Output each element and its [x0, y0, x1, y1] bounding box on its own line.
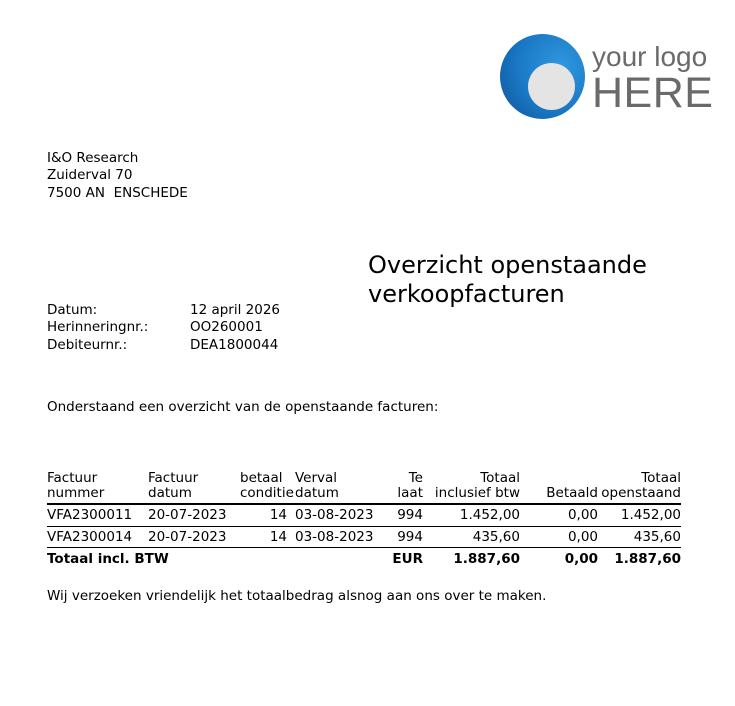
- cell-invoice-date: 20-07-2023: [148, 504, 240, 526]
- logo-text: [592, 41, 714, 117]
- cell-total-outstanding: 1.452,00: [598, 504, 681, 526]
- logo-text-top: your logo: [592, 41, 708, 72]
- table-row: [47, 504, 681, 526]
- table-header-row: [47, 456, 681, 504]
- page-title: Overzicht openstaande verkoopfacturen: [368, 251, 647, 308]
- col-header-total-incl-vat: Totaal inclusief btw: [423, 456, 520, 504]
- meta-label-date: Datum:: [47, 302, 98, 318]
- cell-days-late: 994: [380, 504, 423, 526]
- col-header-paid: Betaald: [520, 456, 598, 504]
- col-header-invoice-number: Factuur nummer: [47, 456, 148, 504]
- total-paid: 0,00: [564, 551, 598, 567]
- cell-invoice-number: VFA2300011: [47, 504, 148, 526]
- total-label: Totaal incl. BTW: [47, 551, 169, 567]
- closing-text: Wij verzoeken vriendelijk het totaalbedrag alsnog aan ons over te maken.: [47, 588, 547, 604]
- meta-row-debtor-number: [47, 337, 280, 354]
- cell-invoice-date: 20-07-2023: [148, 526, 240, 548]
- sender-address-block: [47, 150, 188, 202]
- invoice-table: [47, 456, 681, 570]
- cell-due-date: 03-08-2023: [295, 504, 380, 526]
- cell-days-late: 994: [380, 526, 423, 548]
- table-row: [47, 526, 681, 548]
- cell-invoice-number: VFA2300014: [47, 526, 148, 548]
- col-header-total-outstanding: Totaal openstaand: [598, 456, 681, 504]
- meta-label-debtor-number: Debiteurnr.:: [47, 336, 128, 353]
- meta-row-date: [47, 302, 280, 319]
- col-header-due-date: Verval datum: [295, 456, 380, 504]
- total-row: [47, 548, 681, 570]
- logo-inner-circle-icon: [528, 63, 575, 110]
- total-incl-vat: 1.887,60: [453, 551, 520, 567]
- meta-value-date: 12 april 2026: [190, 302, 281, 318]
- cell-total-incl-vat: 435,60: [423, 526, 520, 548]
- sender-street: Zuiderval 70: [47, 167, 133, 184]
- cell-total-outstanding: 435,60: [598, 526, 681, 548]
- cell-payment-terms: 14: [240, 526, 295, 548]
- cell-total-incl-vat: 1.452,00: [423, 504, 520, 526]
- col-header-days-late: Te laat: [380, 456, 423, 504]
- company-logo-icon: [500, 34, 585, 119]
- total-currency: EUR: [392, 551, 423, 567]
- intro-text: Onderstaand een overzicht van de openstaande facturen:: [47, 399, 439, 415]
- col-header-invoice-date: Factuur datum: [148, 456, 240, 504]
- sender-city: 7500 AN ENSCHEDE: [47, 184, 188, 201]
- meta-row-reminder-number: [47, 319, 280, 336]
- cell-due-date: 03-08-2023: [295, 526, 380, 548]
- cell-paid: 0,00: [520, 526, 598, 548]
- col-header-payment-terms: betaal conditie: [240, 456, 295, 504]
- total-outstanding: 1.887,60: [614, 551, 681, 567]
- logo-text-bottom: HERE: [592, 69, 714, 117]
- sender-name: I&O Research: [47, 150, 139, 166]
- meta-label-reminder-number: Herinneringnr.:: [47, 319, 149, 336]
- document-meta: [47, 302, 280, 354]
- meta-value-debtor-number: DEA1800044: [190, 336, 279, 353]
- cell-payment-terms: 14: [240, 504, 295, 526]
- cell-paid: 0,00: [520, 504, 598, 526]
- meta-value-reminder-number: OO260001: [190, 319, 263, 336]
